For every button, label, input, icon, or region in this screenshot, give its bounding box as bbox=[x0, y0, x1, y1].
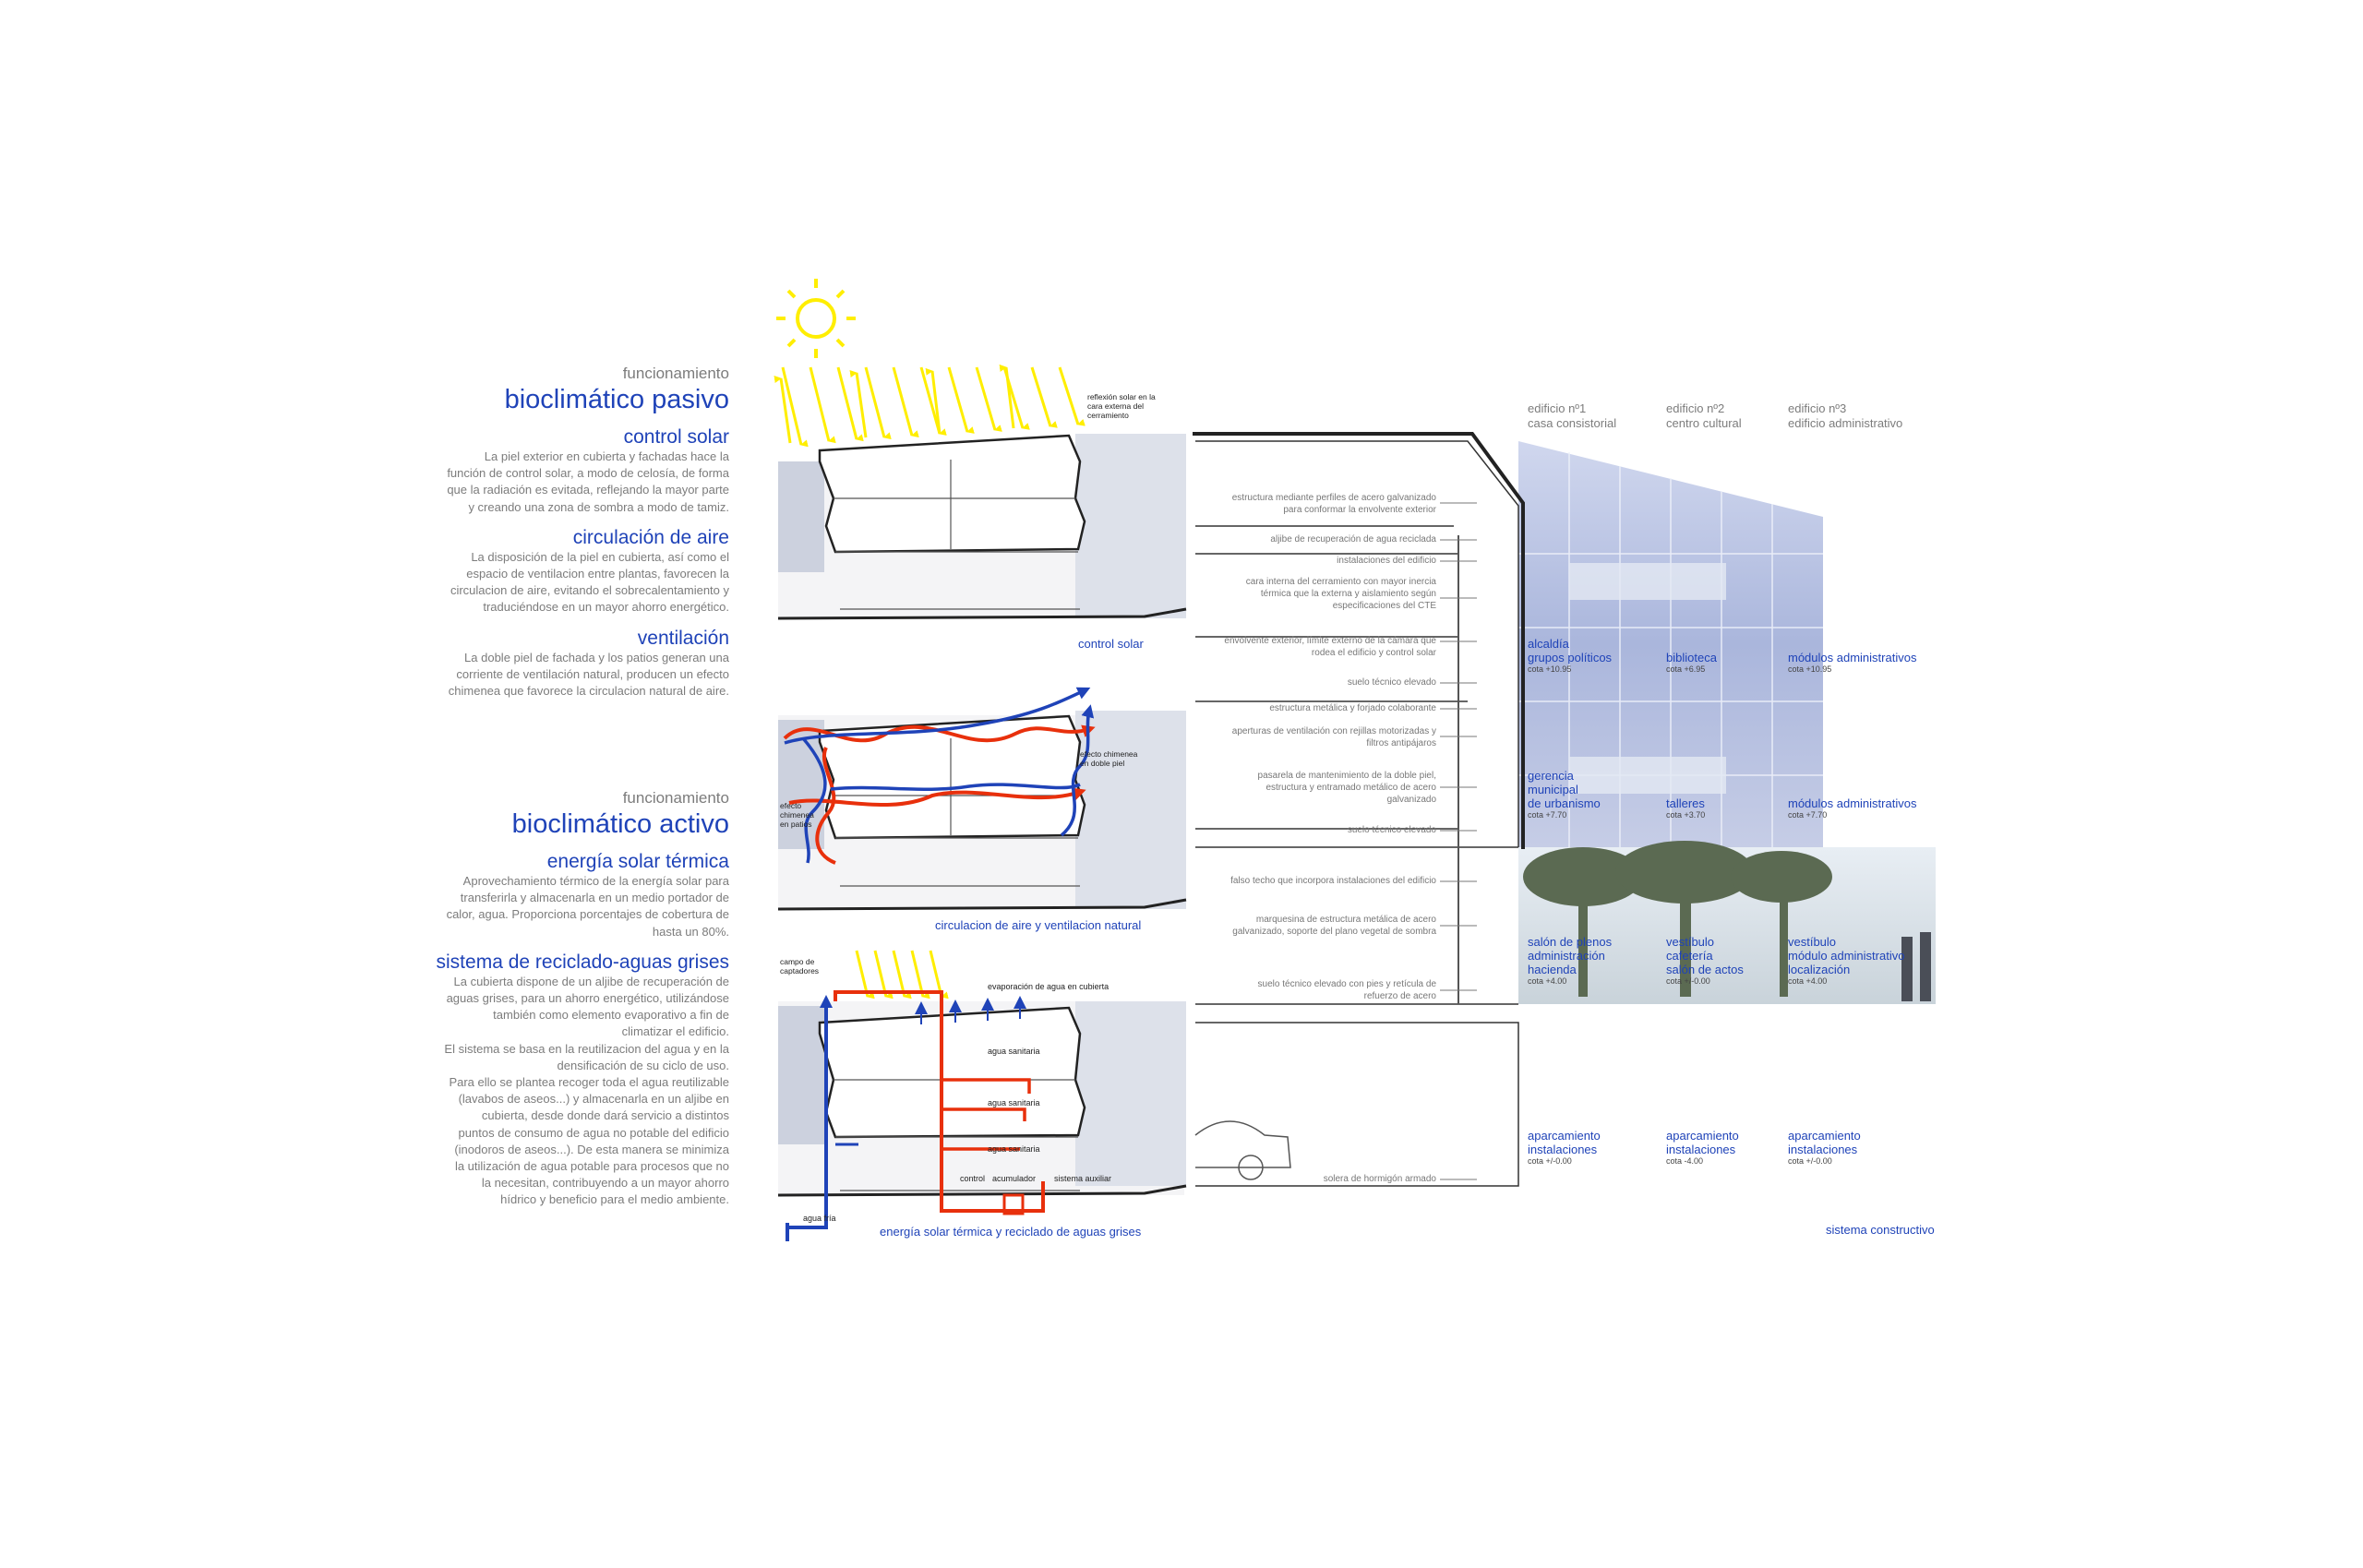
zone-gerencia: gerencia municipal de urbanismo cota +7.70 bbox=[1528, 769, 1601, 820]
car-outline bbox=[1195, 1121, 1290, 1179]
sanitary-water-note-3: agua sanitaria bbox=[988, 1144, 1040, 1154]
annotation-cistern: aljibe de recuperación de agua reciclada bbox=[1270, 534, 1436, 545]
active-title: bioclimático activo bbox=[511, 809, 729, 839]
heading-energia-solar: energía solar térmica bbox=[546, 851, 729, 872]
caption-air-circulation: circulacion de aire y ventilacion natural bbox=[935, 918, 1142, 932]
zone-parking-2: aparcamiento instalaciones cota -4.00 bbox=[1666, 1129, 1739, 1166]
annotation-maintenance-walkway: pasarela de mantenimiento de la doble piel, estructura y entramado metálico de acero galvanizado bbox=[1257, 771, 1436, 805]
zone-salon-plenos: salón de plenos administración hacienda cota +4.00 bbox=[1528, 935, 1613, 986]
water-system-diagram bbox=[778, 951, 1186, 1241]
passive-title: bioclimático pasivo bbox=[504, 385, 729, 414]
reflection-note: reflexión solar en la cara externa del cerramiento bbox=[1087, 392, 1156, 420]
annotation-outer-envelope: envolvente exterior, límite externo de la cámara que rodea el edificio y control solar bbox=[1224, 636, 1436, 658]
annotation-concrete-slab: solera de hormigón armado bbox=[1323, 1174, 1436, 1184]
caption-control-solar: control solar bbox=[1078, 637, 1144, 651]
building-3-header: edificio nº3 edificio administrativo bbox=[1788, 401, 1903, 430]
zone-vestibulo-cafeteria: vestíbulo cafetería salón de actos cota +/-0.00 bbox=[1666, 935, 1744, 986]
evaporation-note: evaporación de agua en cubierta bbox=[988, 982, 1110, 991]
caption-water-system: energía solar térmica y reciclado de aguas grises bbox=[880, 1225, 1142, 1239]
paragraph-aguas-grises: La cubierta dispone de un aljibe de recuperación de aguas grises, para un ahorro energético, utilizándose también como elemento evaporativo a fin de climatizar el edificio. El sistema se basa en la reutilizacion del agua y en la densificación de su ciclo de uso. Para ello se plantea recoger toda el agua reutilizable (lavabos de aseos...) y almacenarla en un aljibe en cubierta, desde donde dará servicio a distintos puntos de consumo de agua no potable del edificio (inodoros de aseos...). De esta manera se minimiza la utilización de agua potable para procesos que no la necesitan, contribuyendo a un mayor ahorro hídrico y beneficio para el medio ambiente. bbox=[444, 974, 729, 1207]
annotation-metal-structure: estructura metálica y forjado colaborante bbox=[1269, 703, 1436, 713]
zone-modulos-1: módulos administrativos cota +10.95 bbox=[1788, 651, 1917, 674]
annotation-canopy: marquesina de estructura metálica de acero galvanizado, soporte del plano vegetal de sombra bbox=[1232, 915, 1436, 937]
annotation-raised-floor-1: suelo técnico elevado bbox=[1347, 677, 1436, 688]
collector-field-note: campo de captadores bbox=[780, 957, 820, 976]
annotation-false-ceiling: falso techo que incorpora instalaciones del edificio bbox=[1230, 876, 1436, 886]
sanitary-water-note-1: agua sanitaria bbox=[988, 1047, 1040, 1056]
annotation-raised-floor-2: suelo técnico elevado bbox=[1347, 825, 1436, 835]
heading-circulacion-aire: circulación de aire bbox=[572, 526, 729, 548]
zone-alcaldia: alcaldía grupos políticos cota +10.95 bbox=[1528, 637, 1613, 674]
caption-construction-system: sistema constructivo bbox=[1826, 1223, 1935, 1237]
active-intro: funcionamiento bbox=[622, 789, 729, 807]
air-circulation-diagram bbox=[778, 690, 1186, 909]
sanitary-water-note-2: agua sanitaria bbox=[988, 1098, 1040, 1107]
annotation-raised-floor-3: suelo técnico elevado con pies y retícula de refuerzo de acero bbox=[1257, 979, 1436, 1001]
zone-parking-1: aparcamiento instalaciones cota +/-0.00 bbox=[1528, 1129, 1601, 1166]
zone-talleres: talleres cota +3.70 bbox=[1666, 796, 1706, 820]
heading-ventilacion: ventilación bbox=[637, 627, 729, 649]
heading-aguas-grises: sistema de reciclado-aguas grises bbox=[436, 951, 729, 973]
annotation-inner-wall: cara interna del cerramiento con mayor inercia térmica que la externa y aislamiento según especificaciones del CTE bbox=[1245, 577, 1436, 611]
zone-biblioteca: biblioteca cota +6.95 bbox=[1666, 651, 1717, 674]
sun-icon bbox=[776, 279, 856, 358]
passive-intro: funcionamiento bbox=[622, 365, 729, 382]
sun-ray-arrows bbox=[783, 367, 1078, 445]
annotation-structure: estructura mediante perfiles de acero galvanizado para conformar la envolvente exterior bbox=[1231, 493, 1436, 515]
paragraph-ventilacion: La doble piel de fachada y los patios generan una corriente de ventilación natural, producen un efecto chimenea que favorece la circulacion natural de aire. bbox=[448, 650, 729, 699]
chimney-skin-note: efecto chimenea en doble piel bbox=[1080, 749, 1138, 768]
paragraph-energia-solar: Aprovechamiento térmico de la energía solar para transferirla y almacenarla en un medio portador de calor, agua. Proporciona porcentajes de cobertura de hasta un 80%. bbox=[446, 874, 729, 939]
paragraph-circulacion-aire: La disposición de la piel en cubierta, así como el espacio de ventilacion entre plantas, favorecen la circulacion de aire, evitando el sobrecalentamiento y traduciéndose en un mayor ahorro energético. bbox=[450, 549, 729, 615]
heading-control-solar: control solar bbox=[623, 426, 729, 448]
building-2-header: edificio nº2 centro cultural bbox=[1666, 401, 1742, 430]
control-note: control bbox=[960, 1174, 986, 1183]
solar-control-diagram bbox=[776, 279, 1186, 618]
annotation-ventilation-openings: aperturas de ventilación con rejillas motorizadas y filtros antipájaros bbox=[1231, 726, 1436, 748]
zone-modulos-2: módulos administrativos cota +7.70 bbox=[1788, 796, 1917, 820]
accumulator-note: acumulador bbox=[992, 1174, 1037, 1183]
cold-water-note: agua fría bbox=[803, 1214, 836, 1223]
paragraph-control-solar: La piel exterior en cubierta y fachadas hace la función de control solar, a modo de celosía, de forma que la radiación es evitada, reflejando la mayor parte y creando una zona de sombra a modo de tamiz. bbox=[447, 449, 729, 514]
auxiliary-note: sistema auxiliar bbox=[1054, 1174, 1112, 1183]
collector-ray-arrows bbox=[857, 951, 942, 997]
zone-vestibulo-modulo: vestíbulo módulo administrativo localización cota +4.00 bbox=[1788, 935, 1905, 986]
annotation-installations: instalaciones del edificio bbox=[1337, 556, 1436, 566]
building-1-header: edificio nº1 casa consistorial bbox=[1528, 401, 1617, 430]
zone-parking-3: aparcamiento instalaciones cota +/-0.00 bbox=[1788, 1129, 1861, 1166]
chimney-patio-note: efecto chimenea en patios bbox=[780, 801, 814, 829]
